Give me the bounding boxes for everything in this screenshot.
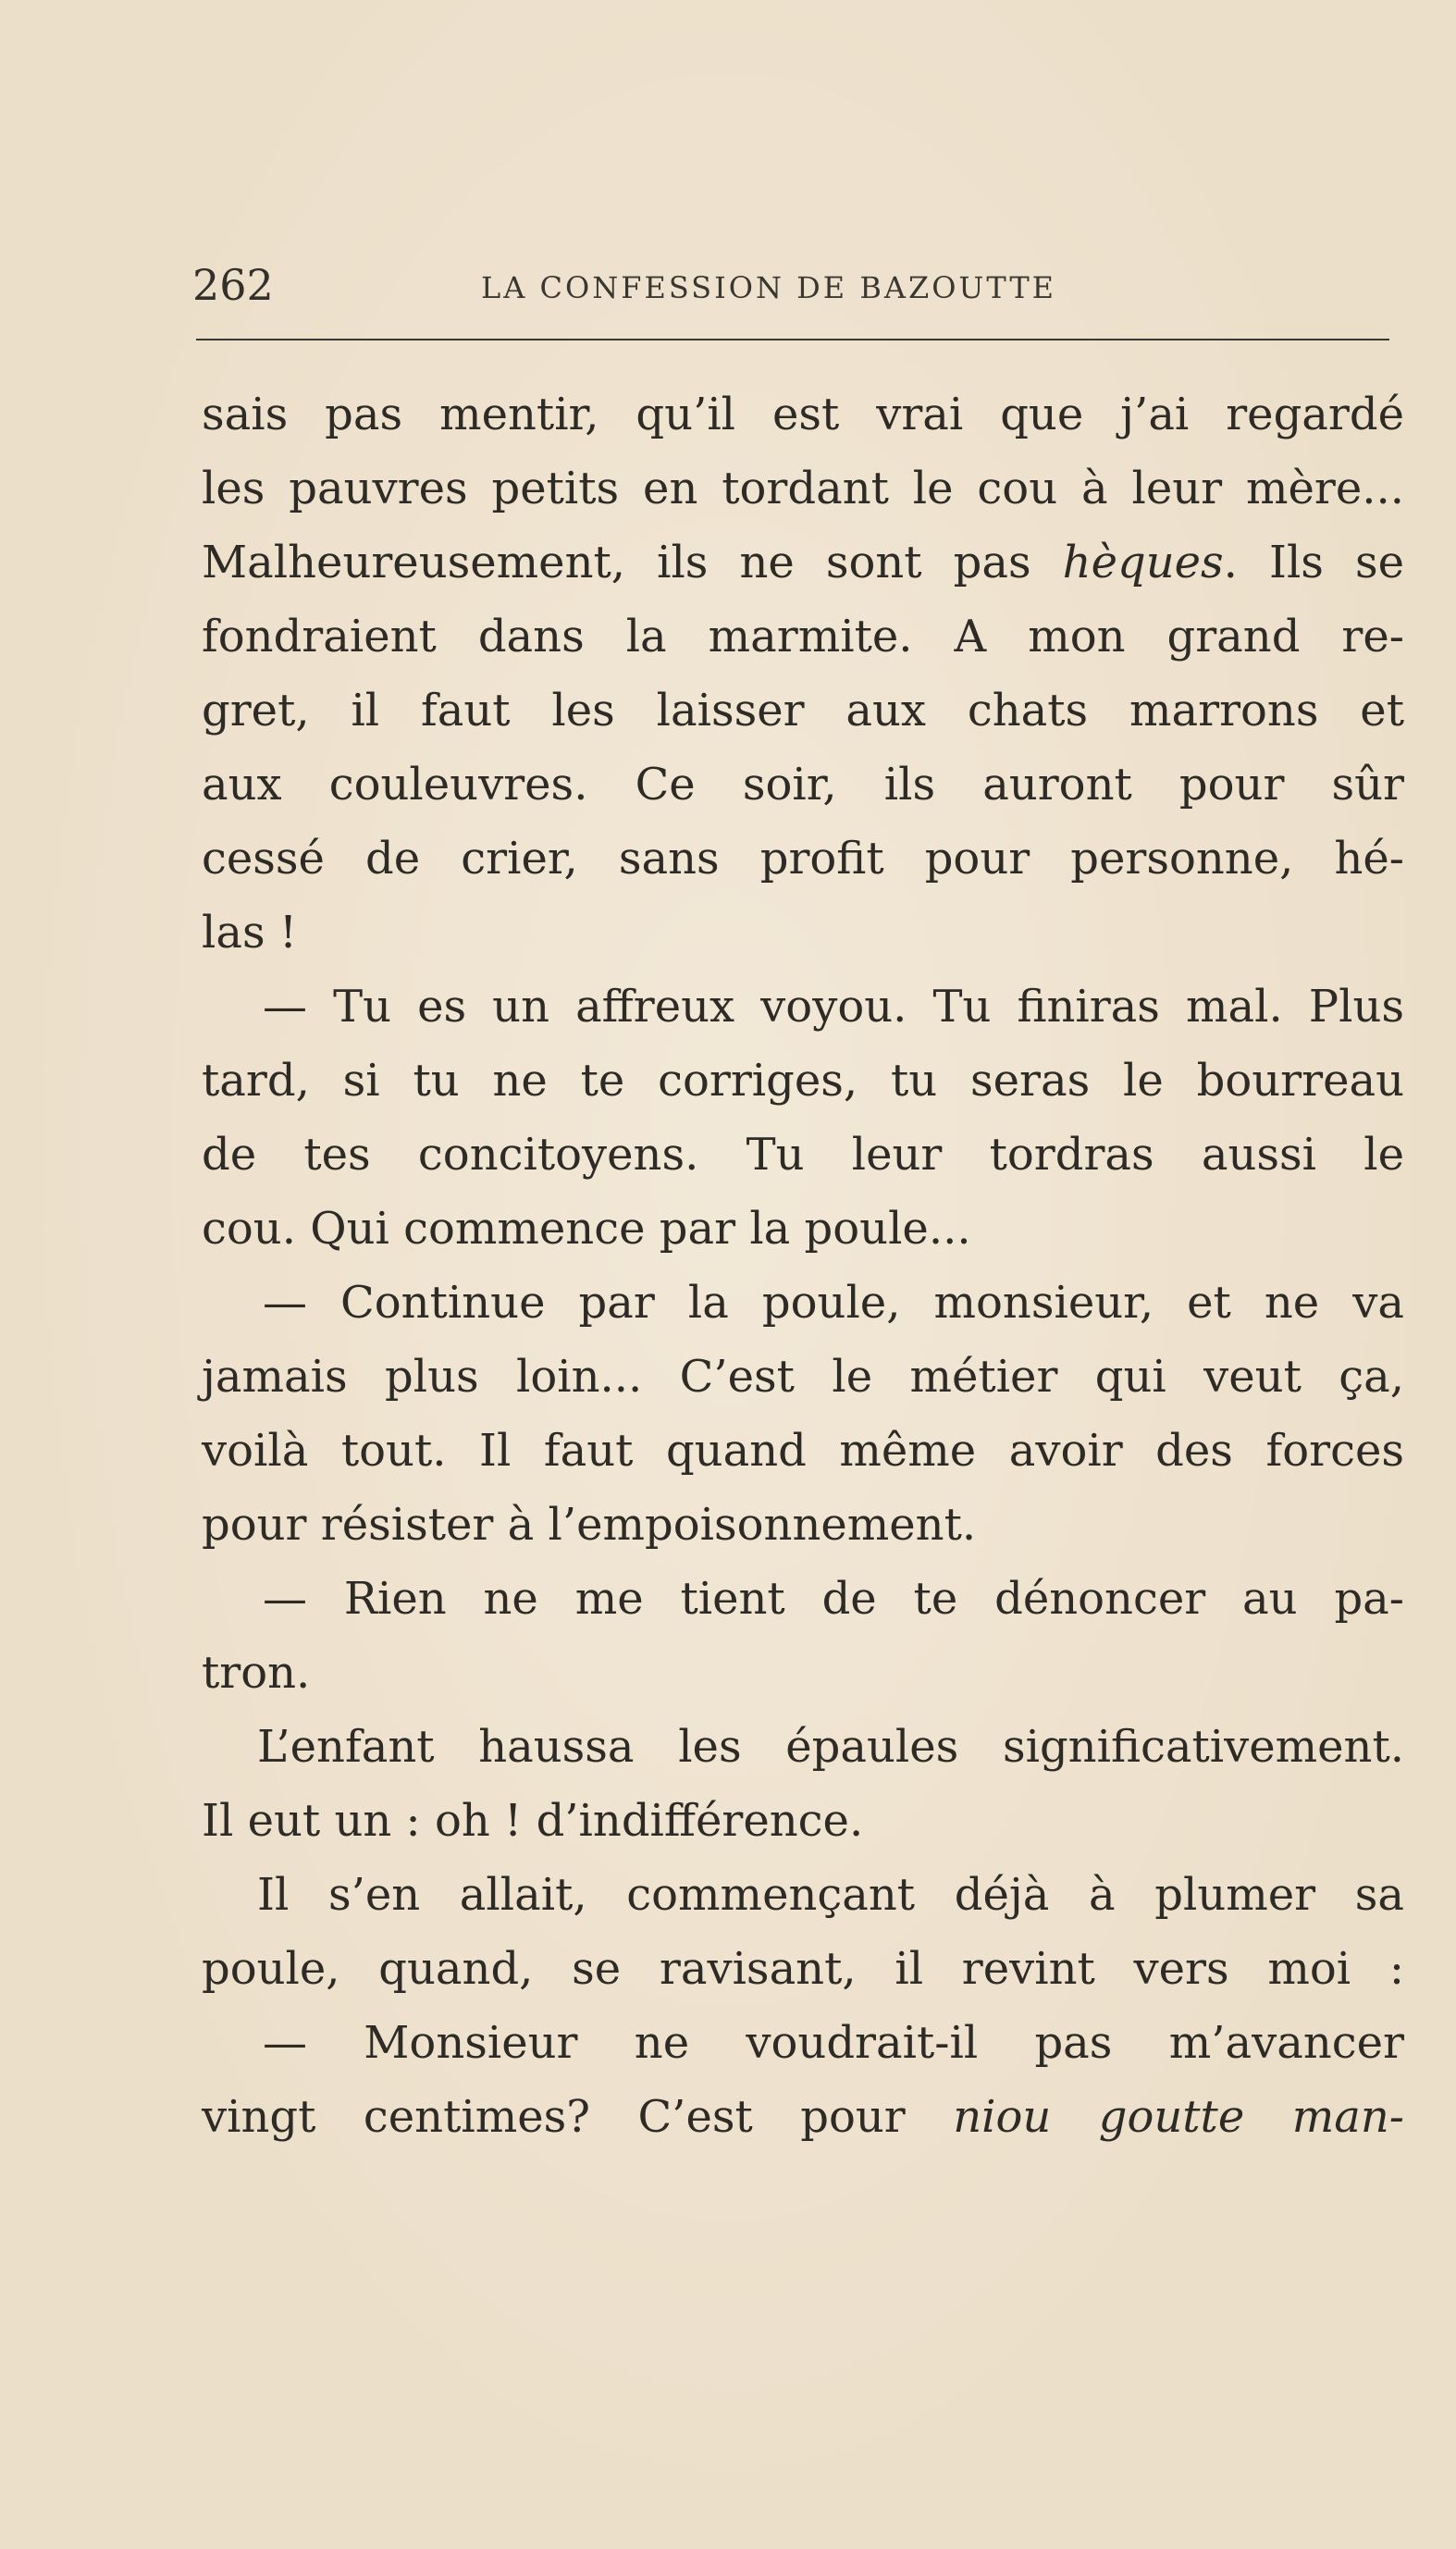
text-line: voilà tout. Il faut quand même avoir des forces — [202, 1425, 1404, 1477]
text-line: Il s’en allait, commençant déjà à plumer sa — [257, 1869, 1404, 1921]
text-line: les pauvres petits en tordant le cou à leur mère... — [202, 463, 1404, 514]
text-line: Il eut un : oh ! d’indifférence. — [202, 1795, 864, 1847]
running-head — [192, 257, 1395, 313]
text-line — [202, 526, 1404, 600]
text-line: tron. — [202, 1647, 311, 1699]
text-line: pour résister à l’empoisonnement. — [202, 1499, 977, 1551]
text-line: aux couleuvres. Ce soir, ils auront pour sûr — [202, 759, 1404, 810]
text-line: sais pas mentir, qu’il est vrai que j’ai regardé — [202, 389, 1404, 440]
text-line: jamais plus loin... C’est le métier qui veut ça, — [202, 1351, 1404, 1403]
text-line: gret, il faut les laisser aux chats marrons et — [202, 685, 1404, 736]
italic-word: hèques — [1062, 537, 1224, 588]
text-line: — Continue par la poule, monsieur, et ne va — [263, 1277, 1404, 1329]
text-line: L’enfant haussa les épaules significativement. — [257, 1721, 1404, 1773]
header-rule — [196, 339, 1389, 340]
text-run: . Ils se — [1223, 537, 1405, 588]
text-line: de tes concitoyens. Tu leur tordras aussi le — [202, 1129, 1404, 1181]
text-line: cessé de crier, sans profit pour personne, hé- — [202, 833, 1404, 885]
text-line: — Tu es un affreux voyou. Tu finiras mal. Plus — [263, 981, 1404, 1033]
page-number: 262 — [192, 260, 274, 310]
italic-phrase: niou goutte man- — [953, 2091, 1404, 2143]
text-run: Malheureusement, ils ne sont pas — [202, 537, 1031, 588]
text-line — [202, 2080, 1404, 2154]
text-line: — Rien ne me tient de te dénoncer au pa- — [263, 1573, 1404, 1625]
text-run: vingt centimes? C’est pour — [202, 2091, 906, 2143]
body-text — [202, 377, 1404, 2154]
text-line: las ! — [202, 907, 298, 959]
text-line: tard, si tu ne te corriges, tu seras le bourreau — [202, 1055, 1404, 1107]
text-line: fondraient dans la marmite. A mon grand re- — [202, 611, 1404, 662]
text-line: cou. Qui commence par la poule... — [202, 1203, 971, 1255]
text-line: poule, quand, se ravisant, il revint vers moi : — [202, 1943, 1404, 1995]
running-title: LA CONFESSION DE BAZOUTTE — [481, 270, 1057, 305]
text-line: — Monsieur ne voudrait-il pas m’avancer — [263, 2017, 1404, 2069]
